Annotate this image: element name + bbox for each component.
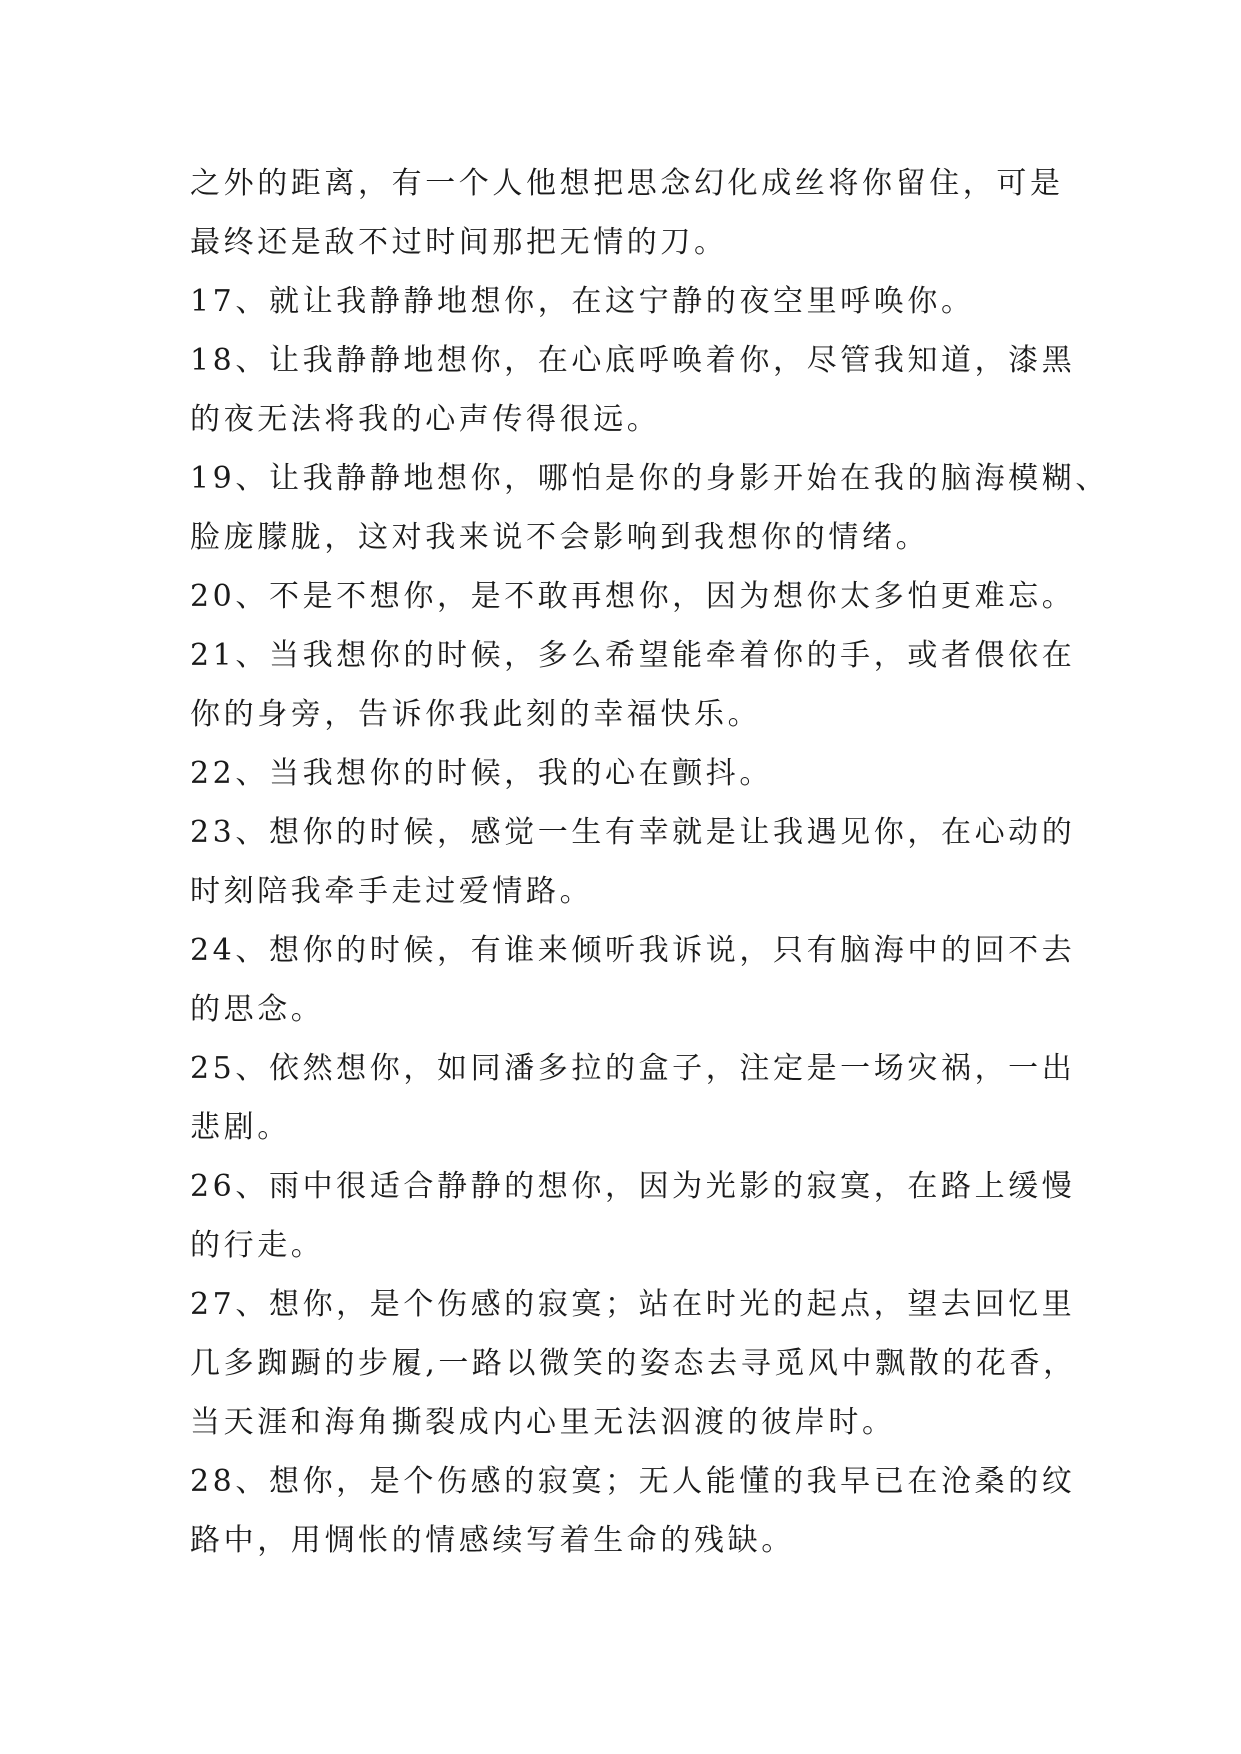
text-line: 24、想你的时候，有谁来倾听我诉说，只有脑海中的回不去 xyxy=(190,933,1076,968)
text-line: 脸庞朦胧，这对我来说不会影响到我想你的情绪。 xyxy=(190,520,930,555)
text-line: 路中，用惆怅的情感续写着生命的残缺。 xyxy=(190,1523,795,1558)
text-line: 26、雨中很适合静静的想你，因为光影的寂寞，在路上缓慢 xyxy=(190,1169,1076,1204)
text-line: 之外的距离，有一个人他想把思念幻化成丝将你留住，可是 xyxy=(190,166,1064,201)
text-line: 的思念。 xyxy=(190,992,325,1027)
text-line: 25、依然想你，如同潘多拉的盒子，注定是一场灾祸，一出 xyxy=(190,1051,1076,1086)
text-line: 最终还是敌不过时间那把无情的刀。 xyxy=(190,225,728,260)
text-line: 23、想你的时候，感觉一生有幸就是让我遇见你，在心动的 xyxy=(190,815,1076,850)
text-line: 悲剧。 xyxy=(190,1110,291,1145)
text-line: 20、不是不想你，是不敢再想你，因为想你太多怕更难忘。 xyxy=(190,579,1076,614)
text-line: 28、想你，是个伤感的寂寞；无人能懂的我早已在沧桑的纹 xyxy=(190,1464,1076,1499)
text-line: 27、想你，是个伤感的寂寞；站在时光的起点，望去回忆里 xyxy=(190,1287,1076,1322)
text-line: 几多踟蹰的步履,一路以微笑的姿态去寻觅风中飘散的花香， xyxy=(190,1346,1077,1381)
text-line: 的夜无法将我的心声传得很远。 xyxy=(190,402,661,437)
text-line: 时刻陪我牵手走过爱情路。 xyxy=(190,874,594,909)
text-line: 21、当我想你的时候，多么希望能牵着你的手，或者偎依在 xyxy=(190,638,1076,673)
text-line: 你的身旁，告诉你我此刻的幸福快乐。 xyxy=(190,697,762,732)
text-line: 的行走。 xyxy=(190,1228,325,1263)
text-line: 22、当我想你的时候，我的心在颤抖。 xyxy=(190,756,773,791)
text-line: 19、让我静静地想你，哪怕是你的身影开始在我的脑海模糊、 xyxy=(190,461,1109,496)
text-line: 17、就让我静静地想你，在这宁静的夜空里呼唤你。 xyxy=(190,284,975,319)
text-line: 18、让我静静地想你，在心底呼唤着你，尽管我知道，漆黑 xyxy=(190,343,1076,378)
text-line: 当天涯和海角撕裂成内心里无法泅渡的彼岸时。 xyxy=(190,1405,896,1440)
